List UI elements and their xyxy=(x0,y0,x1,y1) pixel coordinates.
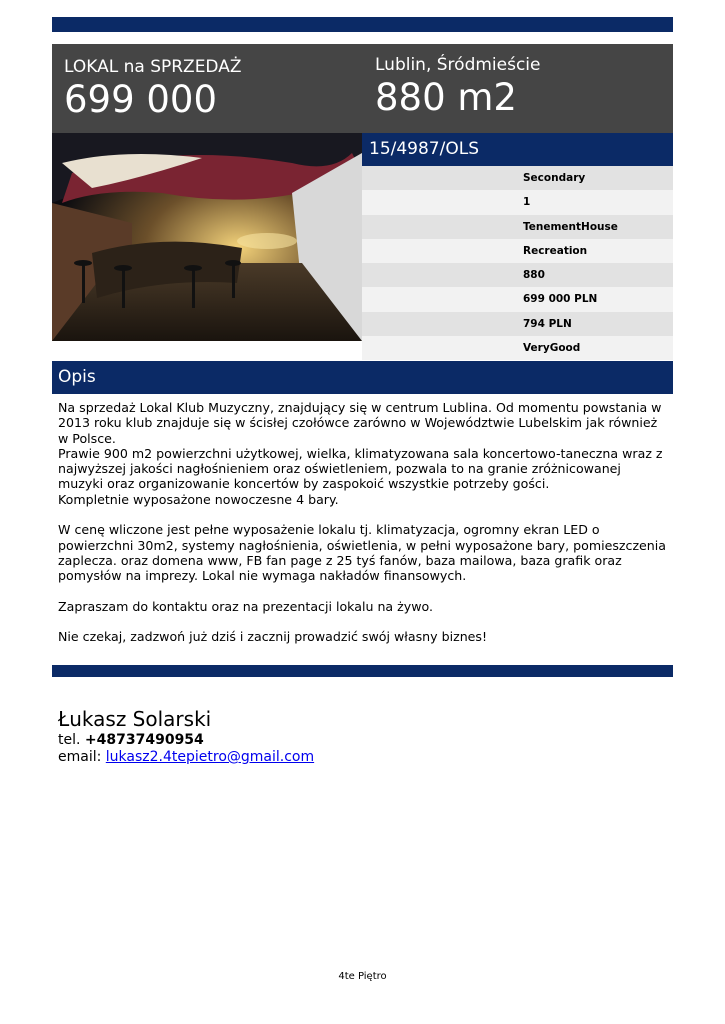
agent-phone: +48737490954 xyxy=(84,732,204,748)
description-paragraph: W cenę wliczone jest pełne wyposażenie lokalu tj. klimatyzacja, ogromny ekran LED o powierzchni 30m2, systemy nagłośnienia, oświetlenia, w pełni wyposażone bary, pomieszczenia zaplecza. oraz domena www, FB fan page z 25 tyś fanów, baza mailowa, baza grafik oraz pomysłów na imprezy. Lokal nie wymaga nakładów finansowych. xyxy=(58,522,666,584)
bottom-decorative-bar xyxy=(52,665,673,677)
listing-reference: 15/4987/OLS xyxy=(362,133,673,166)
spec-row: 1 xyxy=(362,190,673,214)
page-footer: 4te Piętro xyxy=(338,971,387,982)
spec-row: TenementHouse xyxy=(362,215,673,239)
spec-row: 880 xyxy=(362,263,673,287)
listing-price: 699 000 xyxy=(64,78,218,121)
header-left xyxy=(64,56,242,122)
spec-row: VeryGood xyxy=(362,336,673,360)
description-paragraph: Kompletnie wyposażone nowoczesne 4 bary. xyxy=(58,491,339,507)
description-heading: Opis xyxy=(52,361,673,394)
spec-row: Recreation xyxy=(362,239,673,263)
listing-area: 880 m2 xyxy=(375,76,517,119)
agent-name: Łukasz Solarski xyxy=(58,707,212,731)
spec-row: Secondary xyxy=(362,166,673,190)
agent-email-link[interactable]: lukasz2.4tepietro@gmail.com xyxy=(105,749,315,765)
listing-type: LOKAL na SPRZEDAŻ xyxy=(64,57,242,77)
agent-email-line xyxy=(58,749,314,766)
description-paragraph: Na sprzedaż Lokal Klub Muzyczny, znajdujący się w centrum Lublina. Od momentu powstania w 2013 roku klub znajduje się w ścisłej czołówce zarówno w Województwie Lubelskim jak również w Polsce. xyxy=(58,400,662,446)
header-right xyxy=(375,54,541,120)
spec-row: 699 000 PLN xyxy=(362,287,673,311)
paragraph-gap xyxy=(58,614,668,629)
bar-interior-photo xyxy=(52,133,362,341)
description-body xyxy=(58,400,668,645)
email-label: email: xyxy=(58,749,102,765)
listing-location: Lublin, Śródmieście xyxy=(375,55,541,75)
photo-illustration xyxy=(52,133,362,341)
description-paragraph: Zapraszam do kontaktu oraz na prezentacji lokalu na żywo. xyxy=(58,598,434,614)
paragraph-gap xyxy=(58,507,668,522)
spec-row: 794 PLN xyxy=(362,312,673,336)
agent-contact xyxy=(58,707,314,766)
agent-phone-line xyxy=(58,732,314,749)
description-paragraph: Nie czekaj, zadzwoń już dziś i zacznij prowadzić swój własny biznes! xyxy=(58,629,488,645)
listing-header xyxy=(52,44,673,133)
listing-specs xyxy=(362,166,673,360)
description-paragraph: Prawie 900 m2 powierzchni użytkowej, wielka, klimatyzowana sala koncertowo-taneczna wraz z najwyższej jakości nagłośnieniem oraz oświetleniem, pozwala to na granie zróżnicowanej muzyki oraz organizowanie koncertów by zaspokoić wszystkie potrzeby gości. xyxy=(58,445,663,492)
top-decorative-bar xyxy=(52,17,673,32)
phone-label: tel. xyxy=(58,732,81,748)
paragraph-gap xyxy=(58,584,668,599)
